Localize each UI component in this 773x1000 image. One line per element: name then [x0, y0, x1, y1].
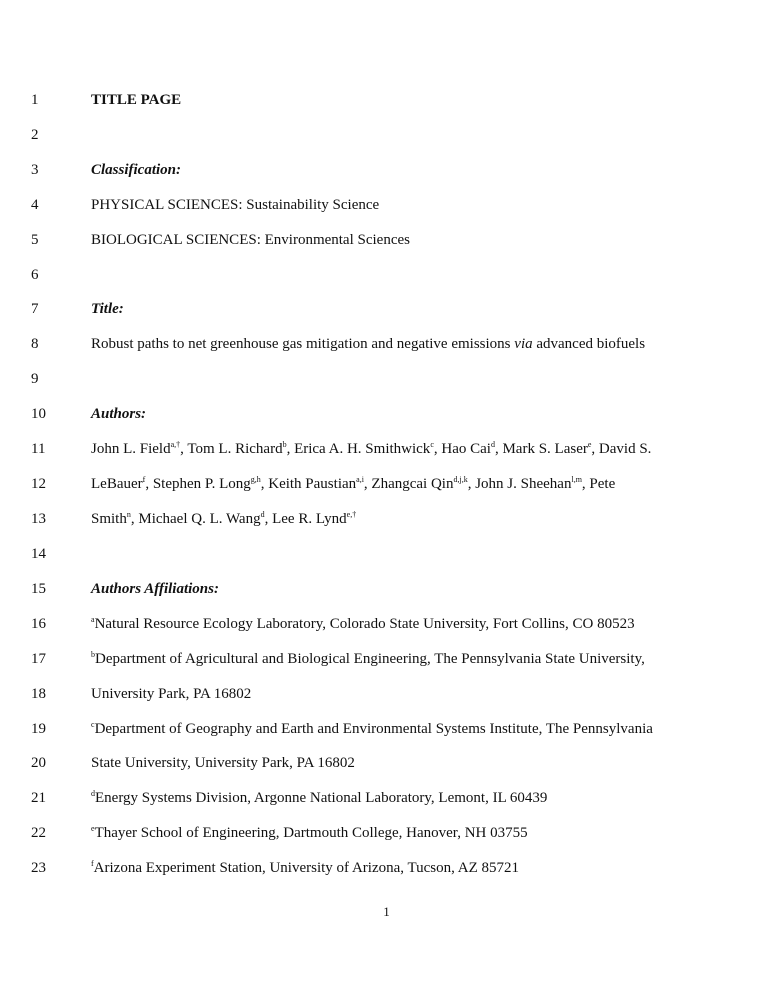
classification-physical: PHYSICAL SCIENCES: Sustainability Science	[91, 197, 380, 213]
line-number: 17	[31, 651, 46, 667]
line-3	[0, 159, 773, 181]
line-18	[0, 683, 773, 705]
line-number: 1	[31, 92, 39, 108]
line-number: 10	[31, 406, 46, 422]
line-22	[0, 822, 773, 844]
line-4	[0, 194, 773, 216]
line-12	[0, 473, 773, 495]
affiliation: $^e$Thayer School of Engineering, Dartmouth College, Hanover, NH 03755	[91, 824, 528, 841]
paper-title: Robust paths to net greenhouse gas mitigation and negative emissions via advanced biofuels	[91, 336, 646, 352]
line-6	[0, 264, 773, 286]
line-number: 14	[31, 546, 46, 562]
title-heading: Title:	[91, 301, 124, 317]
line-number: 6	[31, 267, 39, 283]
affiliation: $^b$Department of Agricultural and Biological Engineering, The Pennsylvania State University,	[91, 650, 645, 667]
affiliation: $^c$Department of Geography and Earth and Environmental Systems Institute, The Pennsylvania	[91, 720, 653, 737]
line-number: 7	[31, 301, 39, 317]
line-17	[0, 648, 773, 670]
authors-line: LeBauer$^f$, Stephen P. Long$^{g,h}$, Keith Paustian$^{a,i}$, Zhangcai Qin$^{d,j,k}$, John J. Sheehan$^{l,m}$, Pete	[91, 475, 616, 492]
line-number: 18	[31, 686, 46, 702]
affiliations-heading: Authors Affiliations:	[91, 581, 219, 597]
authors-heading: Authors:	[91, 406, 147, 422]
affiliation: $^f$Arizona Experiment Station, University of Arizona, Tucson, AZ 85721	[91, 859, 520, 876]
line-number: 23	[31, 860, 46, 876]
page-number: 1	[383, 904, 390, 919]
line-23	[0, 857, 773, 879]
affiliation-continued: University Park, PA 16802	[91, 686, 252, 702]
line-14	[0, 543, 773, 565]
line-number: 22	[31, 825, 46, 841]
affiliation-continued: State University, University Park, PA 16802	[91, 755, 355, 771]
line-8	[0, 333, 773, 355]
line-number: 21	[31, 790, 46, 806]
line-number: 5	[31, 232, 39, 248]
line-20	[0, 752, 773, 774]
affiliation: $^a$Natural Resource Ecology Laboratory, Colorado State University, Fort Collins, CO 80523	[91, 615, 635, 632]
line-1	[0, 89, 773, 111]
line-number: 8	[31, 336, 39, 352]
authors-line: John L. Field$^{a,\dagger}$, Tom L. Richard$^b$, Erica A. H. Smithwick$^c$, Hao Cai$^d$, Mark S. Laser$^e$, David S.	[91, 440, 652, 457]
line-10	[0, 403, 773, 425]
line-2	[0, 124, 773, 146]
line-11	[0, 438, 773, 460]
line-number: 20	[31, 755, 46, 771]
line-16	[0, 613, 773, 635]
line-7	[0, 298, 773, 320]
line-number: 9	[31, 371, 39, 387]
line-number: 13	[31, 511, 46, 527]
title-page-heading: TITLE PAGE	[91, 92, 182, 108]
line-number: 12	[31, 476, 46, 492]
line-number: 3	[31, 162, 39, 178]
classification-biological: BIOLOGICAL SCIENCES: Environmental Sciences	[91, 232, 410, 248]
line-9	[0, 368, 773, 390]
line-number: 11	[31, 441, 46, 457]
line-13	[0, 508, 773, 530]
line-number: 15	[31, 581, 46, 597]
line-21	[0, 787, 773, 809]
line-number: 2	[31, 127, 39, 143]
line-number: 16	[31, 616, 46, 632]
line-15	[0, 578, 773, 600]
line-19	[0, 718, 773, 740]
classification-heading: Classification:	[91, 162, 182, 178]
affiliation: $^d$Energy Systems Division, Argonne National Laboratory, Lemont, IL 60439	[91, 789, 548, 806]
authors-line: Smith$^n$, Michael Q. L. Wang$^d$, Lee R. Lynd$^{e,\dagger}$	[91, 510, 357, 527]
line-5	[0, 229, 773, 251]
line-number: 4	[31, 197, 39, 213]
line-number: 19	[31, 721, 46, 737]
